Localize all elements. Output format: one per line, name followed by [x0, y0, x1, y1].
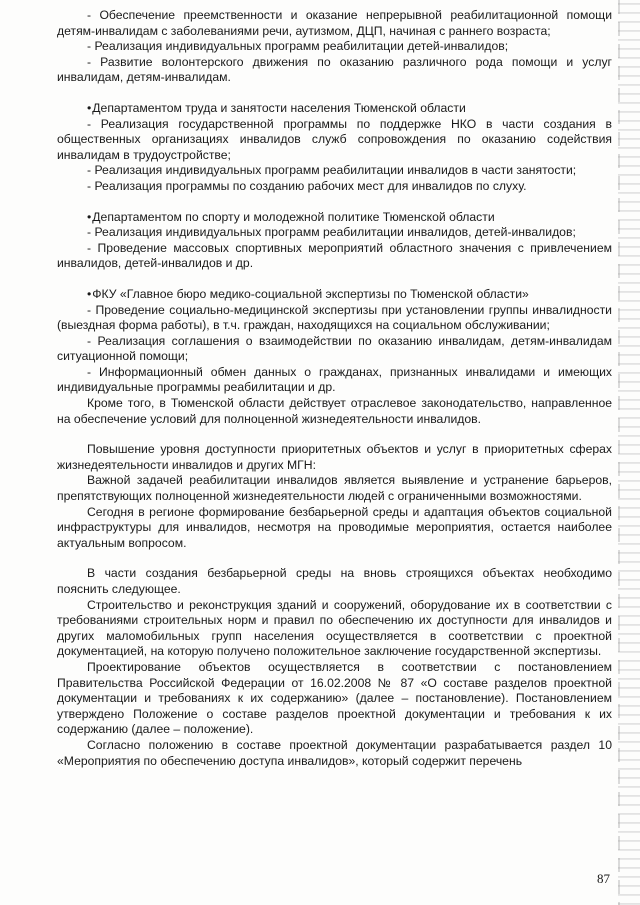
- paragraph: Проектирование объектов осуществляется в соответствии с постановлением Правительства Российской Федерации от 16.02.2008 № 87 «О составе разделов проектной документации и требованиях к их содержанию» (далее – постановление). Постановлением утверждено Положение о составе разделов проектной документации и требования к их содержанию (далее – положение).: [57, 659, 612, 737]
- paragraph: - Реализация индивидуальных программ реабилитации инвалидов в части занятости;: [87, 163, 577, 178]
- section-heading: • ФКУ «Главное бюро медико-социальной экспертизы по Тюменской области»: [57, 287, 612, 303]
- paragraph: - Реализация соглашения о взаимодействии по оказанию инвалидам, детям-инвалидам ситуационной помощи;: [57, 333, 612, 364]
- paragraph: - Реализация индивидуальных программ реабилитации детей-инвалидов;: [87, 39, 509, 54]
- paragraph: - Проведение социально-медицинской экспертизы при установлении группы инвалидности (выездная форма работы), в т.ч. граждан, находящихся на социальном обслуживании;: [57, 302, 612, 333]
- section-heading: • Департаментом труда и занятости населения Тюменской области: [57, 101, 612, 117]
- paragraph: - Реализация программы по созданию рабочих мест для инвалидов по слуху.: [87, 178, 527, 193]
- paragraph: В части создания безбарьерной среды на вновь строящихся объектах необходимо пояснить следующее.: [57, 566, 612, 596]
- paragraph: Кроме того, в Тюменской области действует отраслевое законодательство, направленное на обеспечение условий для полноценной жизнедеятельности инвалидов.: [57, 396, 612, 426]
- paragraph: Важной задачей реабилитации инвалидов является выявление и устранение барьеров, препятствующих полноценной жизнедеятельности людей с ограниченными возможностями.: [57, 473, 612, 504]
- paragraph: - Обеспечение преемственности и оказание непрерывной реабилитационной помощи детям-инвалидам с заболеваниями речи, аутизмом, ДЦП, начиная с раннего возраста;: [57, 8, 612, 38]
- page-number: 87: [597, 871, 610, 886]
- section-accessibility: [57, 442, 612, 551]
- paragraph: - Развитие волонтерского движения по оказанию различного рода помощи и услуг инвалидам, детям-инвалидам.: [57, 54, 612, 85]
- section-mse-bureau: [57, 287, 612, 427]
- paragraph: Повышение уровня доступности приоритетных объектов и услуг в приоритетных сферах жизнедеятельности инвалидов и других МГН:: [57, 442, 612, 472]
- section-heading: • Департаментом по спорту и молодежной политике Тюменской области: [57, 210, 612, 226]
- paragraph: Сегодня в регионе формирование безбарьерной среды и адаптация объектов социальной инфраструктуры для инвалидов, несмотря на проводимые мероприятия, остается наиболее актуальным вопросом.: [57, 504, 612, 550]
- section-barrier-free: [57, 566, 612, 769]
- paragraph: Строительство и реконструкция зданий и сооружений, оборудование их в соответствии с требованиями строительных норм и правил по обеспечению их доступности для инвалидов и других маломобильных групп населения осуществляется в соответствии с проектной документацией, на которую получено положительное заключение государственной экспертизы.: [57, 597, 612, 659]
- paragraph: - Реализация государственной программы по поддержке НКО в части создания в общественных организациях инвалидов служб сопровождения по оказанию содействия инвалидам в трудоустройстве;: [57, 116, 612, 162]
- section-labor-department: [57, 101, 612, 195]
- paragraph: Согласно положению в составе проектной документации разрабатывается раздел 10 «Мероприятия по обеспечению доступа инвалидов», который содержит перечень: [57, 737, 612, 768]
- paragraph: - Проведение массовых спортивных мероприятий областного значения с привлечением инвалидов, детей-инвалидов и др.: [57, 240, 612, 271]
- paragraph: - Реализация индивидуальных программ реабилитации инвалидов, детей-инвалидов;: [87, 225, 576, 240]
- section-1: [57, 8, 612, 86]
- paragraph: - Информационный обмен данных о гражданах, признанных инвалидами и имеющих индивидуальные программы реабилитации и др.: [57, 364, 612, 395]
- section-sport-department: [57, 210, 612, 272]
